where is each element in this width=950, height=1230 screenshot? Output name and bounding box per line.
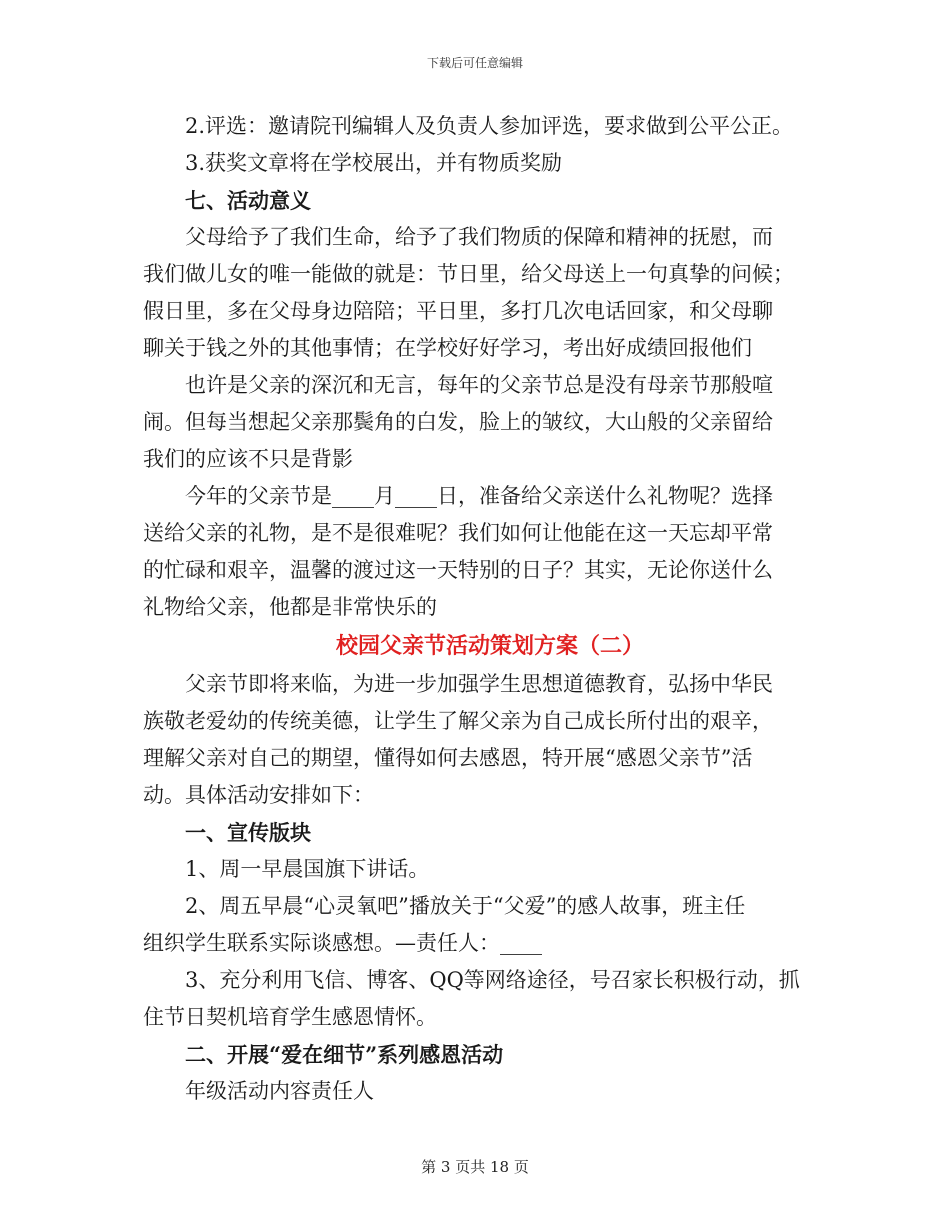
paragraph-line: 3.获奖文章将在学校展出，并有物质奖励 bbox=[185, 151, 563, 175]
section-heading: 一、宣传版块 bbox=[185, 820, 311, 845]
paragraph-line: 父母给予了我们生命，给予了我们物质的保障和精神的抚慰，而 bbox=[185, 225, 773, 249]
paragraph-line: 理解父亲对自己的期望，懂得如何去感恩，特开展“感恩父亲节”活 bbox=[143, 746, 753, 770]
page-footer: 第 3 页共 18 页 bbox=[421, 1158, 529, 1176]
list-item: 2、周五早晨“心灵氧吧”播放关于“父爱”的感人故事，班主任 bbox=[185, 894, 746, 918]
page-header: 下载后可任意编辑 bbox=[426, 56, 523, 70]
document-body bbox=[143, 108, 813, 1110]
paragraph-line: 父亲节即将来临，为进一步加强学生思想道德教育，弘扬中华民 bbox=[185, 672, 773, 696]
paragraph-line: 闹。但每当想起父亲那鬓角的白发，脸上的皱纹，大山般的父亲留给 bbox=[143, 410, 773, 434]
paragraph-line: 2.评选：邀请院刊编辑人及负责人参加评选，要求做到公平公正。 bbox=[185, 114, 794, 138]
document-title: 校园父亲节活动策划方案（二） bbox=[335, 633, 644, 659]
paragraph-line: 礼物给父亲，他都是非常快乐的 bbox=[143, 595, 437, 619]
section-heading: 七、活动意义 bbox=[185, 188, 311, 213]
paragraph-line: 族敬老爱幼的传统美德，让学生了解父亲为自己成长所付出的艰辛， bbox=[143, 709, 773, 733]
section-heading: 二、开展“爱在细节”系列感恩活动 bbox=[185, 1042, 504, 1067]
paragraph-line: 动。具体活动安排如下： bbox=[143, 783, 374, 807]
paragraph-line: 聊关于钱之外的其他事情；在学校好好学习，考出好成绩回报他们 bbox=[143, 336, 752, 360]
paragraph-line: 我们做儿女的唯一能做的就是：节日里，给父母送上一句真挚的问候； bbox=[143, 262, 794, 286]
paragraph-line: 组织学生联系实际谈感想。—责任人：____ bbox=[143, 931, 542, 955]
paragraph-line: 今年的父亲节是____月____日，准备给父亲送什么礼物呢？选择 bbox=[185, 484, 773, 508]
paragraph-line: 年级活动内容责任人 bbox=[185, 1079, 374, 1103]
paragraph-line: 也许是父亲的深沉和无言，每年的父亲节总是没有母亲节那般喧 bbox=[185, 373, 773, 397]
paragraph-line: 住节日契机培育学生感恩情怀。 bbox=[143, 1005, 437, 1029]
paragraph-line: 假日里，多在父母身边陪陪；平日里，多打几次电话回家，和父母聊 bbox=[143, 299, 773, 323]
paragraph-line: 我们的应该不只是背影 bbox=[143, 447, 353, 471]
list-item: 1、周一早晨国旗下讲话。 bbox=[185, 857, 430, 881]
list-item: 3、充分利用飞信、博客、QQ等网络途径，号召家长积极行动，抓 bbox=[185, 968, 800, 992]
paragraph-line: 的忙碌和艰辛，温馨的渡过这一天特别的日子？其实，无论你送什么 bbox=[143, 558, 773, 582]
paragraph-line: 送给父亲的礼物，是不是很难呢？我们如何让他能在这一天忘却平常 bbox=[143, 521, 773, 545]
